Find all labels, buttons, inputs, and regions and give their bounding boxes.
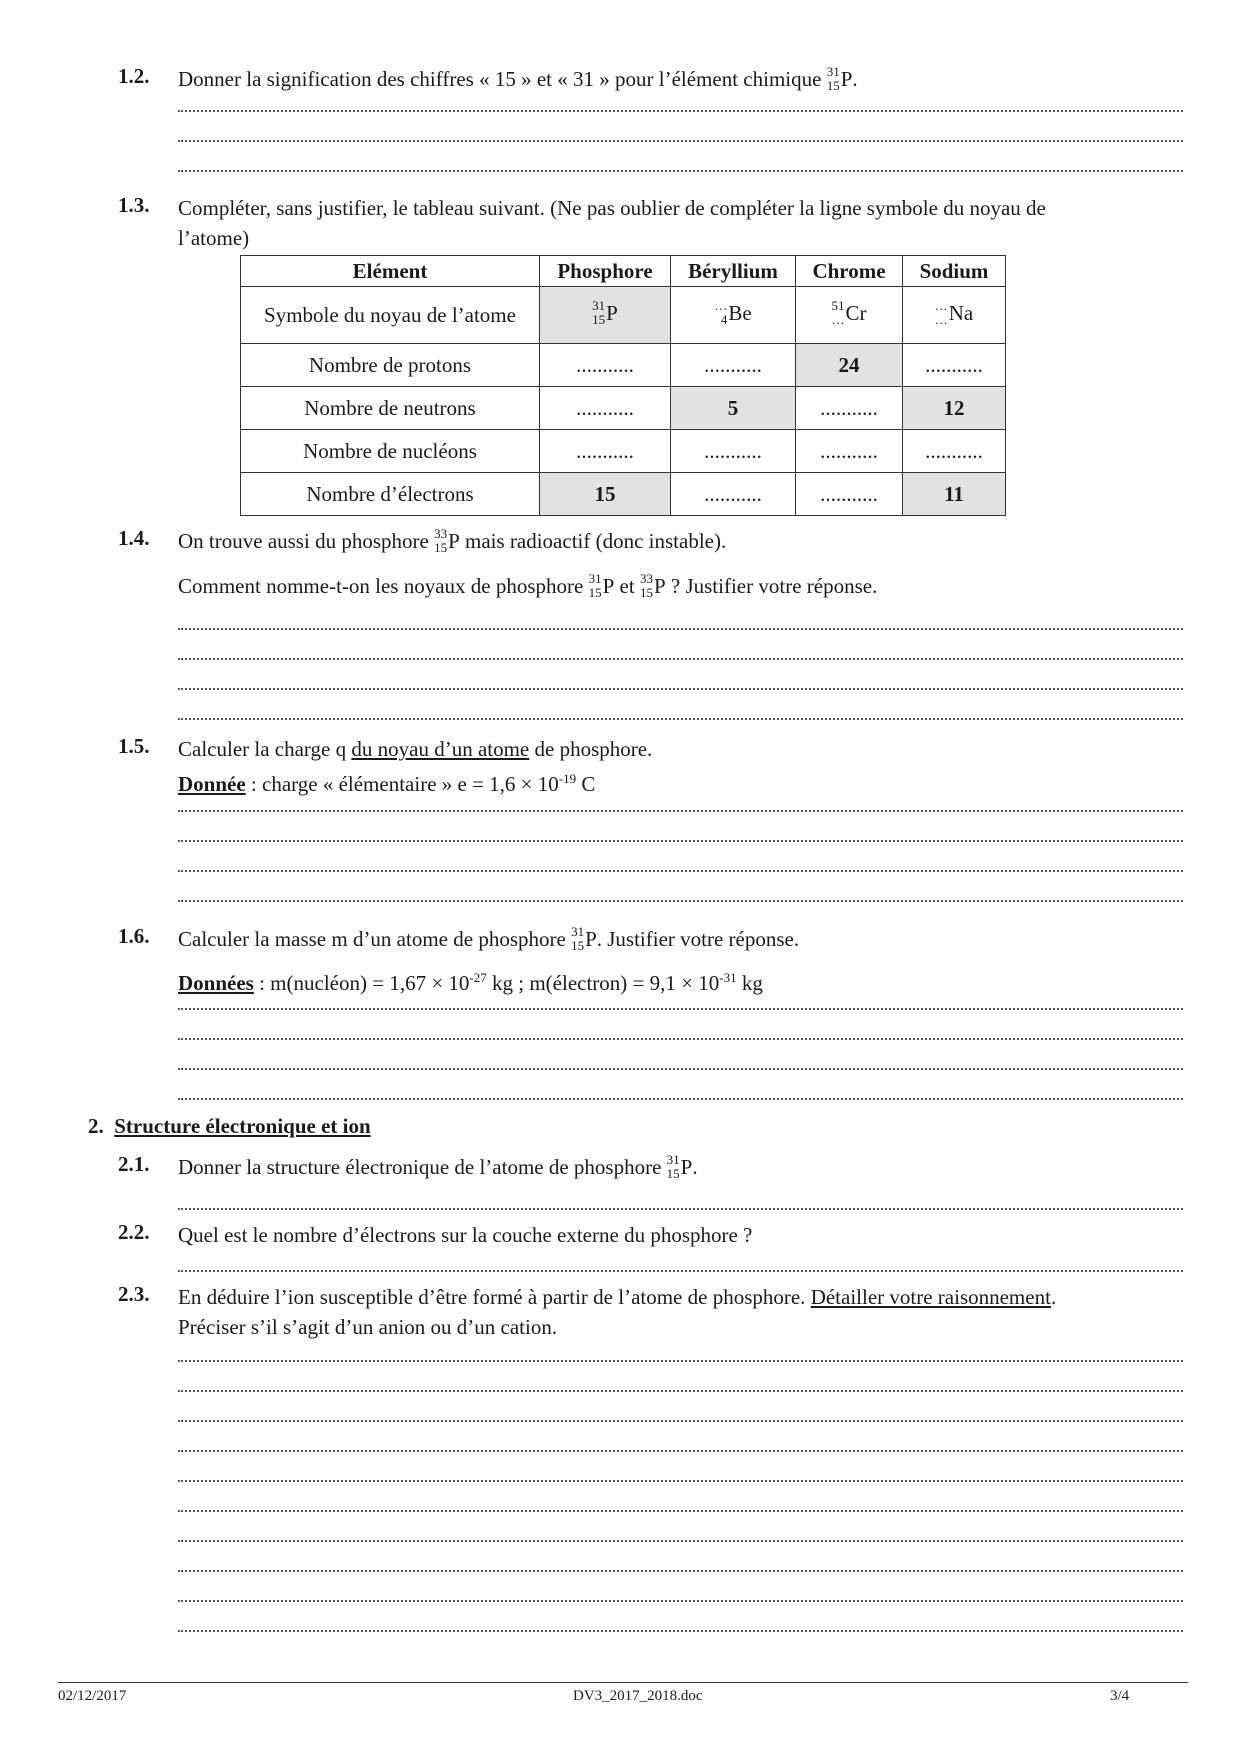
question-text-underlined: Détailler votre raisonnement <box>810 1285 1051 1309</box>
table-cell: 11 <box>903 473 1006 516</box>
answer-line[interactable] <box>178 830 1183 842</box>
row-label: Nombre de nucléons <box>241 430 540 473</box>
element-symbol: Na <box>948 300 974 325</box>
answer-line[interactable] <box>178 1380 1183 1392</box>
question-text-underlined: du noyau d’un atome <box>351 737 530 761</box>
question-number: 1.3. <box>118 193 150 217</box>
answer-line[interactable] <box>178 1500 1183 1512</box>
question-text-line: Compléter, sans justifier, le tableau suivant. (Ne pas oublier de compléter la ligne symbole du noyau de <box>178 196 1046 220</box>
question-text-part: de phosphore. <box>529 737 653 761</box>
table-cell[interactable]: ........... <box>540 430 671 473</box>
element-symbol: Cr <box>845 300 867 325</box>
answer-line[interactable] <box>178 1560 1183 1572</box>
atomic-number: 15 <box>666 1166 680 1182</box>
question-text-line <box>178 734 1178 764</box>
table-cell[interactable]: ........... <box>903 430 1006 473</box>
isotope-symbol <box>667 1152 693 1183</box>
table-cell[interactable]: ........... <box>540 387 671 430</box>
element-symbol: P <box>585 927 597 951</box>
isotope-symbol <box>589 571 615 602</box>
element-symbol: P <box>448 529 460 553</box>
question-text-part: et <box>614 574 640 599</box>
answer-line[interactable] <box>178 708 1183 720</box>
data-label: Données <box>178 971 254 996</box>
table-cell: 5 <box>671 387 796 430</box>
table-cell: 15 <box>540 473 671 516</box>
question-text-part: Comment nomme-t-on les noyaux de phosphore <box>178 574 589 599</box>
question-text-line <box>178 1282 1178 1312</box>
footer-filename: DV3_2017_2018.doc <box>573 1688 703 1704</box>
atomic-number: … <box>831 312 845 328</box>
question-text-line <box>178 571 1178 602</box>
question-text <box>178 924 1178 998</box>
symbol-cell <box>540 287 671 344</box>
table-cell[interactable]: ........... <box>671 473 796 516</box>
mass-number: 31 <box>592 298 606 314</box>
symbol-cell[interactable] <box>903 287 1006 344</box>
data-text: kg ; m(électron) = 9,1 × 10 <box>486 971 720 996</box>
mass-number: 31 <box>666 1152 680 1168</box>
answer-line[interactable] <box>178 100 1183 112</box>
question-text-part: Calculer la masse m d’un atome de phosphore <box>178 927 572 951</box>
atomic-number: … <box>934 312 948 328</box>
table-header-cell: Elément <box>241 256 540 287</box>
answer-line[interactable] <box>178 860 1183 872</box>
mass-number: 51 <box>831 298 845 314</box>
question-text-part: ? Justifier votre réponse. <box>665 574 878 599</box>
atomic-number: 15 <box>639 585 653 601</box>
table-header-cell: Chrome <box>796 256 903 287</box>
question-number: 2.1. <box>118 1152 150 1176</box>
isotope-symbol <box>714 298 752 329</box>
answer-line[interactable] <box>178 1198 1183 1210</box>
answer-line[interactable] <box>178 1088 1183 1100</box>
answer-line[interactable] <box>178 648 1183 660</box>
data-text: : charge « élémentaire » e = 1,6 × 10 <box>245 772 559 796</box>
question-number: 1.6. <box>118 924 150 948</box>
mass-number: 33 <box>434 526 448 542</box>
answer-line[interactable] <box>178 890 1183 902</box>
isotope-symbol <box>592 298 618 329</box>
question-text-part: . Justifier votre réponse. <box>596 927 800 951</box>
answer-line[interactable] <box>178 1058 1183 1070</box>
table-row <box>241 287 1006 344</box>
question-text-part: On trouve aussi du phosphore <box>178 529 435 553</box>
answer-line[interactable] <box>178 1470 1183 1482</box>
question-text <box>178 193 1178 253</box>
atomic-number: 15 <box>588 585 602 601</box>
atomic-number: 15 <box>571 938 585 954</box>
question-number: 1.4. <box>118 526 150 550</box>
atomic-number: 15 <box>826 78 840 94</box>
table-row <box>241 344 1006 387</box>
question-text-part: En déduire l’ion susceptible d’être formé à partir de l’atome de phosphore. <box>178 1285 811 1309</box>
footer-divider <box>58 1682 1188 1683</box>
table-row <box>241 387 1006 430</box>
mass-number: 33 <box>639 571 653 587</box>
exponent: -19 <box>558 771 577 786</box>
row-label: Nombre d’électrons <box>241 473 540 516</box>
isotope-symbol <box>571 924 597 955</box>
row-label: Symbole du noyau de l’atome <box>241 287 540 344</box>
isotope-symbol <box>831 298 867 329</box>
table-cell: 24 <box>796 344 903 387</box>
question-text <box>178 734 1178 799</box>
question-text-part: mais radioactif (donc instable). <box>459 529 727 553</box>
question-text-part: . <box>1050 1285 1057 1309</box>
question-text-part: Donner la structure électronique de l’atome de phosphore <box>178 1155 667 1179</box>
section-number: 2. <box>88 1114 104 1138</box>
table-cell[interactable]: ........... <box>796 430 903 473</box>
question-text: Quel est le nombre d’électrons sur la couche externe du phosphore ? <box>178 1223 753 1247</box>
data-line <box>178 963 1178 998</box>
atomic-number: 15 <box>434 540 448 556</box>
atomic-number: 15 <box>592 312 606 328</box>
answer-line[interactable] <box>178 160 1183 172</box>
symbol-cell[interactable] <box>671 287 796 344</box>
table-header-row <box>241 256 1006 287</box>
answer-line[interactable] <box>178 1590 1183 1602</box>
symbol-cell[interactable] <box>796 287 903 344</box>
atom-table <box>240 255 1006 516</box>
table-cell[interactable]: ........... <box>796 387 903 430</box>
question-number: 2.3. <box>118 1282 150 1306</box>
question-number: 1.2. <box>118 64 150 88</box>
answer-line[interactable] <box>178 1620 1183 1632</box>
table-cell[interactable]: ........... <box>671 344 796 387</box>
element-symbol: P <box>606 300 618 325</box>
question-text <box>178 1152 1178 1183</box>
question-number: 1.5. <box>118 734 150 758</box>
answer-line[interactable] <box>178 800 1183 812</box>
isotope-symbol <box>934 298 974 329</box>
isotope-symbol <box>640 571 666 602</box>
atomic-number: 4 <box>720 312 728 328</box>
element-symbol: P <box>653 574 666 599</box>
answer-line[interactable] <box>178 678 1183 690</box>
question-text-part: . <box>852 67 858 91</box>
question-number: 2.2. <box>118 1220 150 1244</box>
table-cell[interactable]: ........... <box>903 344 1006 387</box>
footer-date: 02/12/2017 <box>58 1688 127 1704</box>
element-symbol: P <box>680 1155 693 1179</box>
answer-line[interactable] <box>178 618 1183 630</box>
data-text: kg <box>736 971 763 996</box>
question-text-line: l’atome) <box>178 226 250 250</box>
data-line <box>178 764 1178 799</box>
question-text <box>178 1282 1178 1342</box>
question-text-part: Calculer la charge q <box>178 737 352 761</box>
row-label: Nombre de neutrons <box>241 387 540 430</box>
question-text-line: Préciser s’il s’agit d’un anion ou d’un cation. <box>178 1315 558 1339</box>
answer-line[interactable] <box>178 1530 1183 1542</box>
isotope-symbol <box>827 64 853 95</box>
question-text-line <box>178 924 1178 955</box>
question-text <box>178 526 1178 602</box>
table-row <box>241 473 1006 516</box>
table-row <box>241 430 1006 473</box>
answer-line[interactable] <box>178 1440 1183 1452</box>
table-cell[interactable]: ........... <box>540 344 671 387</box>
question-text <box>178 64 1178 95</box>
question-text-line <box>178 526 1178 557</box>
question-text-part: . <box>692 1155 698 1179</box>
table-header-cell: Phosphore <box>540 256 671 287</box>
answer-line[interactable] <box>178 1260 1183 1272</box>
element-symbol: P <box>602 574 615 599</box>
table-header-cell: Béryllium <box>671 256 796 287</box>
data-label: Donnée <box>178 772 246 796</box>
row-label: Nombre de protons <box>241 344 540 387</box>
table-header-cell: Sodium <box>903 256 1006 287</box>
answer-line[interactable] <box>178 998 1183 1010</box>
answer-line[interactable] <box>178 130 1183 142</box>
mass-number: 31 <box>588 571 602 587</box>
answer-line[interactable] <box>178 1350 1183 1362</box>
table-cell[interactable]: ........... <box>671 430 796 473</box>
element-symbol: Be <box>728 300 752 325</box>
section-2-heading <box>88 1114 371 1139</box>
data-text: C <box>576 772 596 796</box>
section-title: Structure électronique et ion <box>114 1114 371 1138</box>
mass-number: 31 <box>826 64 840 80</box>
data-text: : m(nucléon) = 1,67 × 10 <box>253 971 470 996</box>
exponent: -31 <box>719 970 737 986</box>
table-cell: 12 <box>903 387 1006 430</box>
element-symbol: P <box>840 67 853 91</box>
mass-number: … <box>934 298 948 314</box>
question-text-part: Donner la signification des chiffres « 15 » et « 31 » pour l’élément chimique <box>178 67 827 91</box>
footer-page-number: 3/4 <box>1110 1688 1130 1704</box>
mass-number: … <box>714 298 728 314</box>
answer-line[interactable] <box>178 1410 1183 1422</box>
answer-line[interactable] <box>178 1028 1183 1040</box>
isotope-symbol <box>434 526 460 557</box>
exponent: -27 <box>469 970 487 986</box>
mass-number: 31 <box>571 924 585 940</box>
table-cell[interactable]: ........... <box>796 473 903 516</box>
